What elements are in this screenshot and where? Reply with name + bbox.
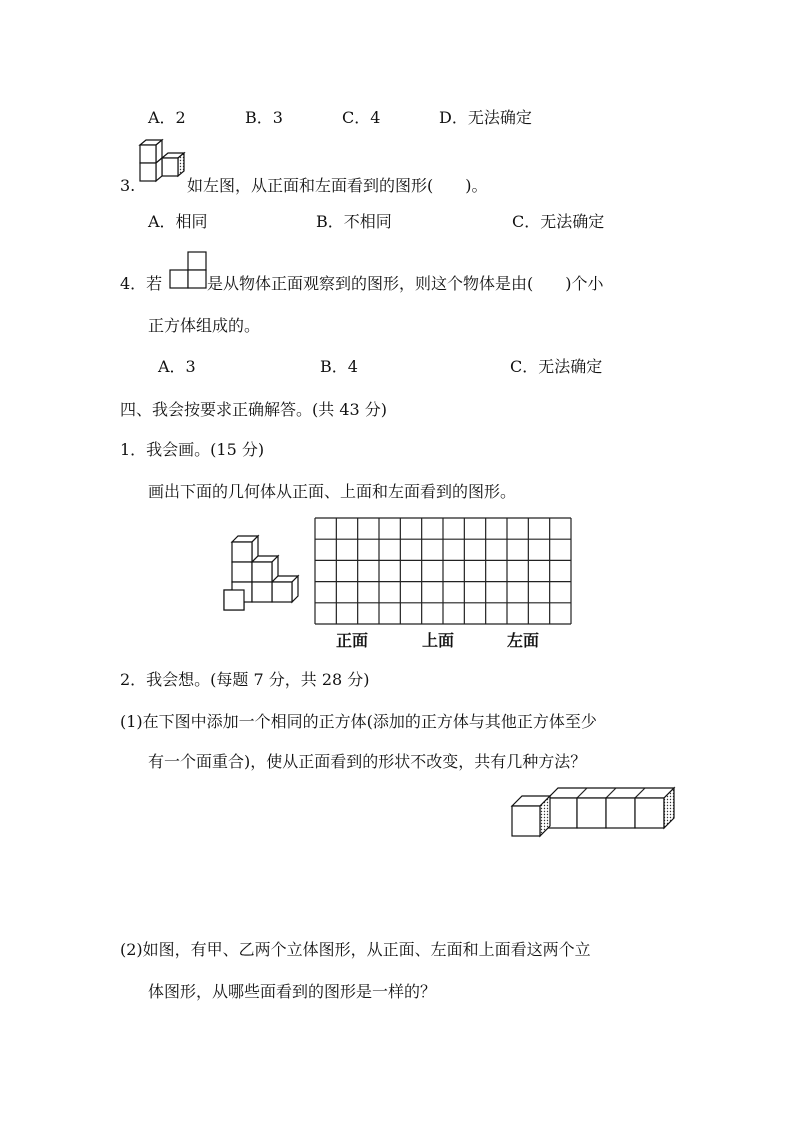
q4-option-b: B．4 bbox=[320, 357, 358, 376]
drawing-grid bbox=[314, 517, 572, 625]
q1-instruction: 画出下面的几何体从正面、上面和左面看到的图形。 bbox=[148, 482, 517, 501]
grid-label-left: 左面 bbox=[507, 631, 540, 650]
q3-option-b: B．不相同 bbox=[316, 212, 392, 231]
stacked-cubes-figure bbox=[222, 534, 304, 612]
q3-cube-figure bbox=[134, 138, 188, 190]
q2-2-line2: 体图形，从哪些面看到的图形是一样的？ bbox=[148, 982, 437, 1001]
q3-number: 3. bbox=[120, 176, 136, 195]
q4-front-view-shape bbox=[170, 251, 210, 291]
q2-1-line1: (1)在下图中添加一个相同的正方体(添加的正方体与其他正方体至少 bbox=[120, 712, 597, 731]
q4-text-cont: 正方体组成的。 bbox=[148, 316, 261, 335]
q4-option-c: C．无法确定 bbox=[510, 357, 603, 376]
q3-option-a: A．相同 bbox=[148, 212, 208, 231]
option-c: C．4 bbox=[342, 108, 381, 127]
q2-title: 2．我会想。(每题 7 分，共 28 分) bbox=[120, 670, 370, 689]
q3-option-c: C．无法确定 bbox=[512, 212, 605, 231]
q4-option-a: A．3 bbox=[158, 357, 196, 376]
grid-label-front: 正面 bbox=[336, 631, 369, 650]
q3-text: 如左图，从正面和左面看到的图形( )。 bbox=[187, 176, 488, 195]
option-d: D．无法确定 bbox=[439, 108, 532, 127]
q1-title: 1．我会画。(15 分) bbox=[120, 440, 265, 459]
grid-label-top: 上面 bbox=[422, 631, 455, 650]
q2-2-line1: (2)如图，有甲、乙两个立体图形，从正面、左面和上面看这两个立 bbox=[120, 940, 591, 959]
section-title: 四、我会按要求正确解答。(共 43 分) bbox=[120, 400, 388, 419]
row-of-cubes-figure bbox=[510, 786, 678, 838]
option-a: A．2 bbox=[148, 108, 186, 127]
option-b: B．3 bbox=[245, 108, 283, 127]
q2-1-line2: 有一个面重合)，使从正面看到的形状不改变，共有几种方法？ bbox=[148, 752, 587, 771]
q4-number: 4．若 bbox=[120, 274, 163, 293]
q4-text: 是从物体正面观察到的图形，则这个物体是由( )个小 bbox=[207, 274, 604, 293]
